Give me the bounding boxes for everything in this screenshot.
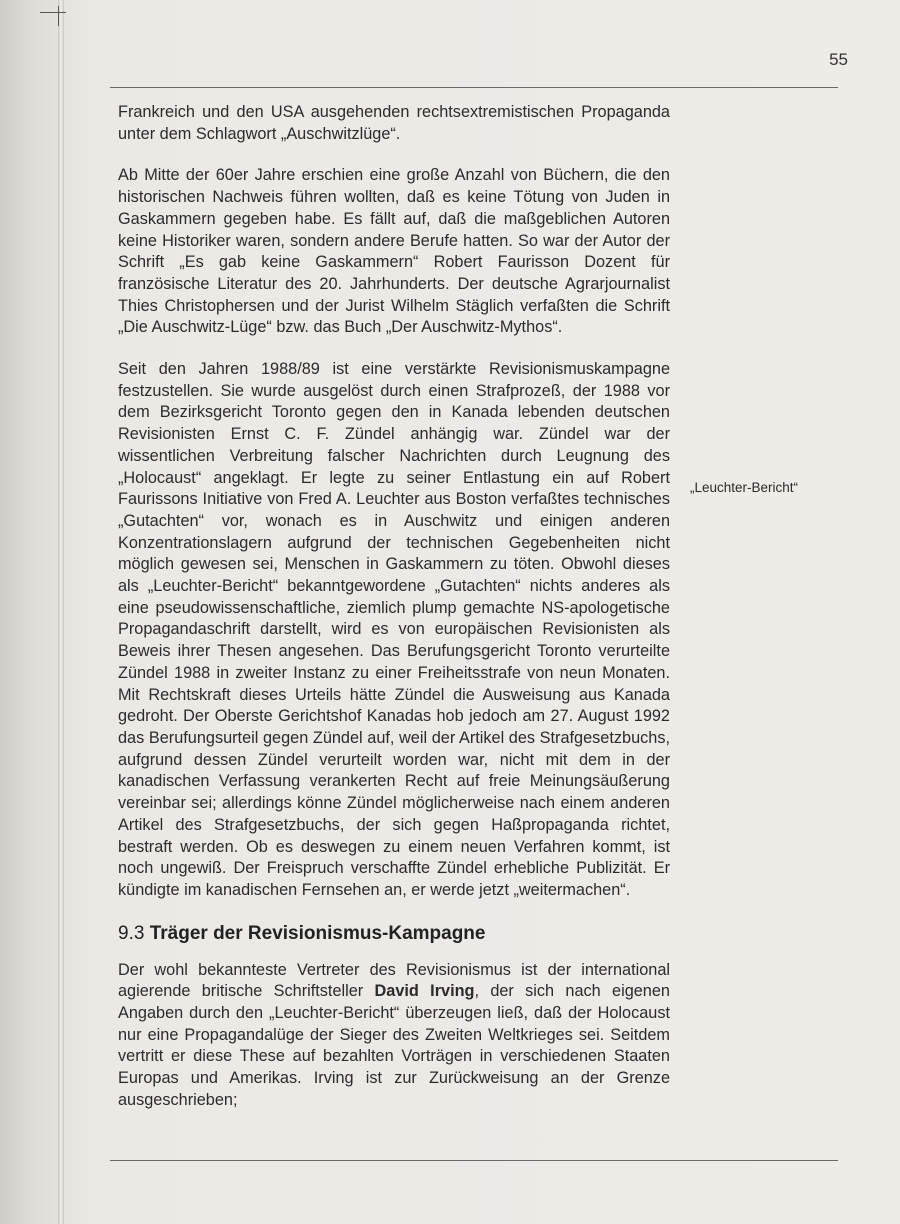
paragraph-4 bbox=[118, 960, 670, 1112]
paragraph-3: Seit den Jahren 1988/89 ist eine verstärkte Revisionismuskampagne festzustellen. Sie wurde ausgelöst durch einen Strafprozeß, der 1988 vor dem Bezirksgericht Toronto gegen den in Kanada lebenden deutschen Revisionisten Ernst C. F. Zündel anhängig war. Zündel war der wissentlichen Verbreitung falscher Nachrichten durch Leugnung des „Holocaust“ angeklagt. Er legte zu seiner Entlastung ein auf Robert Faurissons Initiative von Fred A. Leuchter aus Boston verfaßtes technisches „Gutachten“ vor, wonach es in Auschwitz und einigen anderen Konzentrationslagern aufgrund der technischen Gegebenheiten nicht möglich gewesen sei, Menschen in Gaskammern zu töten. Obwohl dieses als „Leuchter-Bericht“ bekanntgewordene „Gutachten“ nichts anderes als eine pseudowissenschaftliche, ziemlich plump gemachte NS-apologetische Propagandaschrift darstellt, wird es von europäischen Revisionisten als Beweis ihrer Thesen angesehen. Das Berufungsgericht Toronto verurteilte Zündel 1988 in zweiter Instanz zu einer Freiheitsstrafe von neun Monaten. Mit Rechtskraft dieses Urteils hätte Zündel die Ausweisung aus Kanada gedroht. Der Oberste Gerichtshof Kanadas hob jedoch am 27. August 1992 das Berufungsurteil gegen Zündel auf, weil der Artikel des Strafgesetzbuchs, aufgrund dessen Zündel verurteilt worden war, nicht mit dem in der kanadischen Verfassung verankerten Recht auf freie Meinungsäußerung vereinbar sei; allerdings könne Zündel möglicherweise nach einem anderen Artikel des Strafgesetzbuchs, der sich gegen Haßpropaganda richtet, bestraft werden. Ob es deswegen zu einem neuen Verfahren kommt, ist noch ungewiß. Der Freispruch verschaffte Zündel erhebliche Publizität. Er kündigte im kanadischen Fernsehen an, er werde jetzt „weitermachen“. bbox=[118, 360, 670, 899]
page-number: 55 bbox=[829, 50, 848, 69]
margin-note: „Leuchter-Bericht“ bbox=[690, 480, 799, 495]
footer-rule bbox=[110, 1160, 838, 1161]
paragraph-4-text-b: , der sich nach eigenen Angaben durch den „Leuchter-Bericht“ überzeugen ließ, daß der Holocaust nur eine Propagandalüge der Sieger des Zweiten Weltkrieges sei. Seitdem vertritt er diese These auf bezahlten Vorträgen in verschiedenen Staaten Europas und Amerikas. Irving ist zur Zurückweisung an der Grenze ausgeschrieben; bbox=[118, 982, 670, 1109]
section-heading bbox=[118, 922, 670, 946]
section-title: Träger der Revisionismus-Kampagne bbox=[149, 922, 486, 944]
paragraph-1: Frankreich und den USA ausgehenden rechtsextremistischen Propaganda unter dem Schlagwort „Auschwitzlüge“. bbox=[118, 103, 670, 143]
paragraph-4-text-a: Der wohl bekannteste Vertreter des Revisionismus ist der international agierende britische Schriftsteller bbox=[118, 960, 670, 1001]
book-spine-shadow bbox=[58, 0, 64, 1224]
emphasized-name: David Irving bbox=[374, 982, 475, 1001]
section-number: 9.3 bbox=[118, 922, 145, 944]
header-rule bbox=[110, 87, 838, 88]
paragraph-2: Ab Mitte der 60er Jahre erschien eine große Anzahl von Büchern, die den historischen Nachweis führen wollten, daß es keine Tötung von Juden in Gaskammern gegeben habe. Es fällt auf, daß die maßgeblichen Autoren keine Historiker waren, sondern andere Berufe hatten. So war der Autor der Schrift „Es gab keine Gaskammern“ Robert Faurisson Dozent für französische Literatur des 20. Jahrhunderts. Der deutsche Agrarjournalist Thies Christophersen und der Jurist Wilhelm Stäglich verfaßten die Schrift „Die Auschwitz-Lüge“ bzw. das Buch „Der Auschwitz-Mythos“. bbox=[118, 166, 670, 337]
crop-mark bbox=[40, 6, 66, 26]
body-text bbox=[118, 102, 670, 1112]
